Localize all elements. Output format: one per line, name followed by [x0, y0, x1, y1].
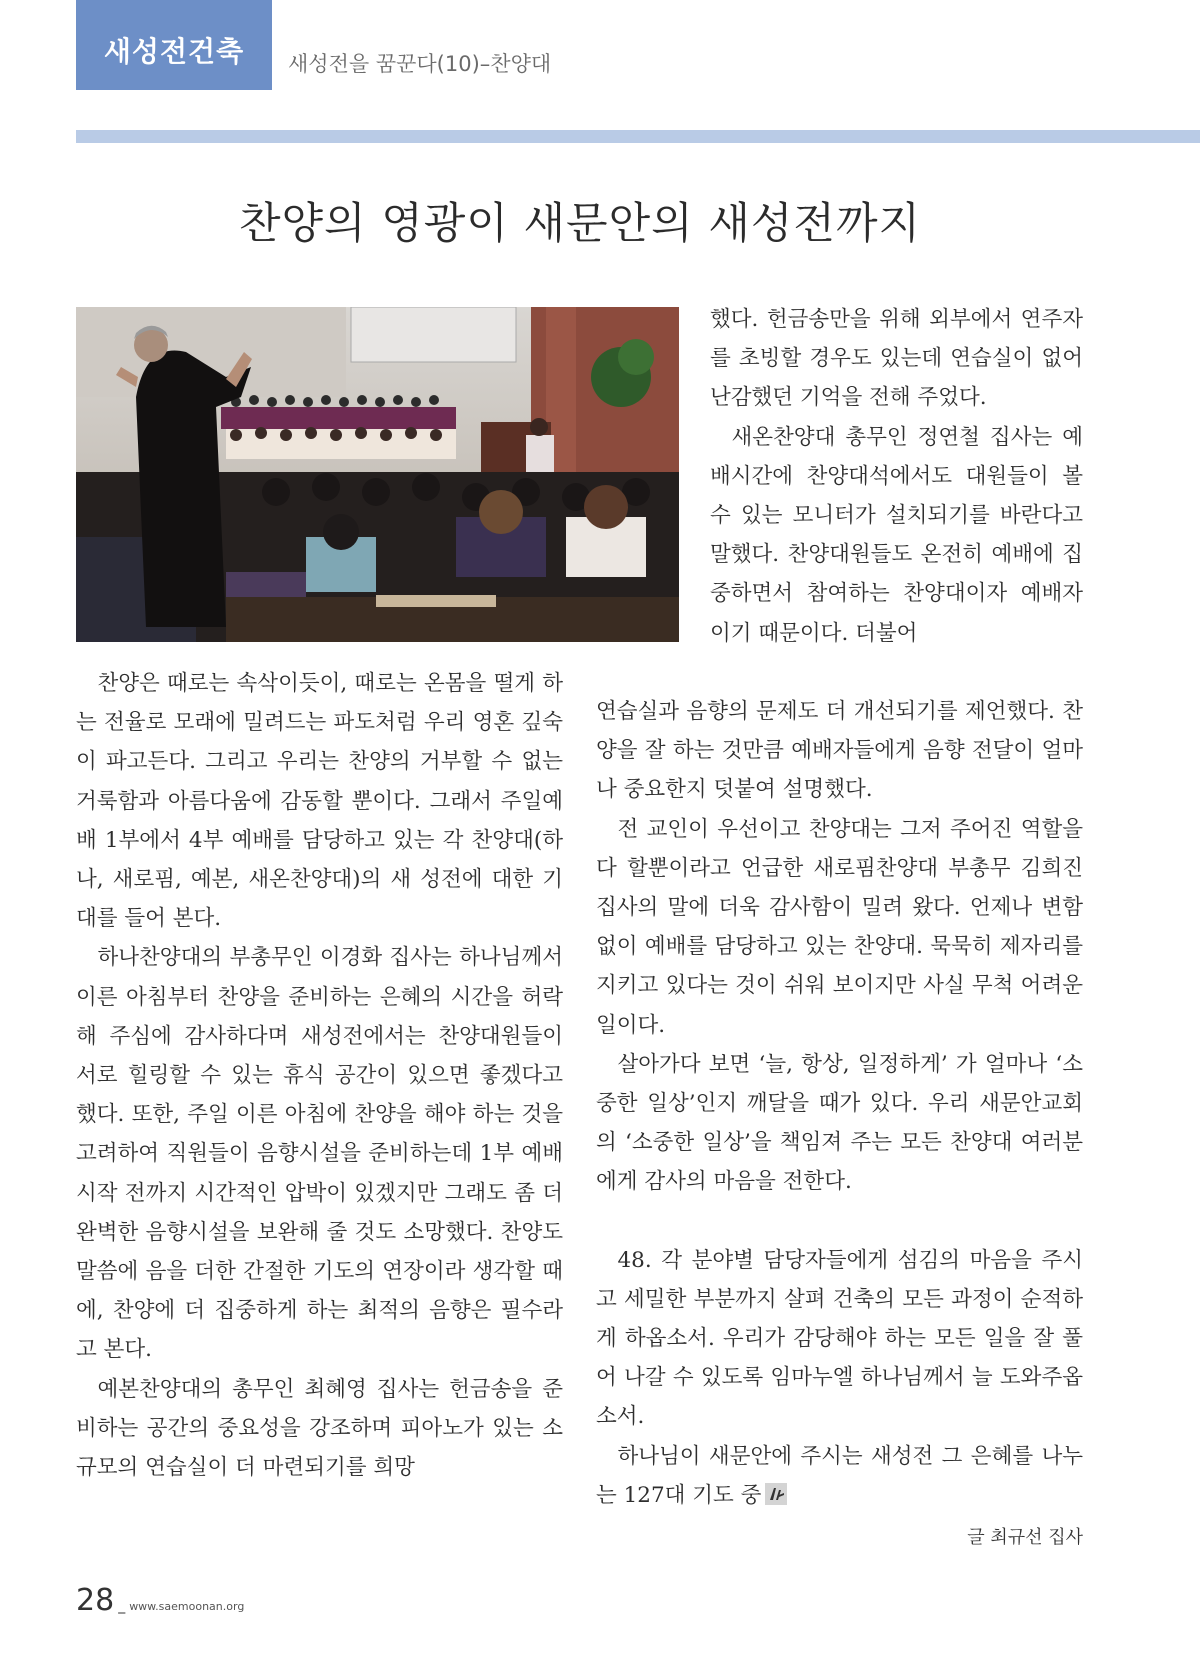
body-paragraph: 전 교인이 우선이고 찬양대는 그저 주어진 역할을 다 할뿐이라고 언급한 새로핌찬양대 부총무 김희진 집사의 말에 더욱 감사함이 밀려 왔다. 언제나 변함없이 예배를 담당하고 있는 찬양대. 묵묵히 제자리를 지키고 있다는 것이 쉬워 보이지만 사실 무척 어려운 일이다.	[596, 816, 1083, 1038]
body-paragraph: 했다. 헌금송만을 위해 외부에서 연주자를 초빙할 경우도 있는데 연습실이 없어 난감했던 기억을 전해 주었다.	[710, 307, 1083, 411]
body-paragraph: 찬양은 때로는 속삭이듯이, 때로는 온몸을 떨게 하는 전율로 모래에 밀려드는 파도처럼 우리 영혼 깊숙이 파고든다. 그리고 우리는 찬양의 거부할 수 없는 거룩함과 아름다움에 감동할 뿐이다. 그래서 주일예배 1부에서 4부 예배를 담당하고 있는 각 찬양대(하나, 새로핌, 예본, 새온찬양대)의 새 성전에 대한 기대를 들어 본다.	[76, 671, 563, 932]
page-footer	[76, 1583, 244, 1618]
body-paragraph: 새온찬양대 총무인 정연철 집사는 예배시간에 찬양대석에서도 대원들이 볼 수 있는 모니터가 설치되기를 바란다고 말했다. 찬양대원들도 온전히 예배에 집중하면서 참여하는 찬양대이자 예배자이기 때문이다. 더불어	[710, 424, 1083, 646]
article-column-right	[596, 692, 1083, 1515]
byline: 글 최규선 집사	[967, 1527, 1083, 1548]
article-column-right-top	[710, 300, 1083, 653]
body-paragraph: 연습실과 음향의 문제도 더 개선되기를 제언했다. 찬양을 잘 하는 것만큼 예배자들에게 음향 전달이 얼마나 중요한지 덧붙여 설명했다.	[596, 699, 1083, 803]
site-url: www.saemoonan.org	[129, 1600, 245, 1613]
article-column-left	[76, 664, 563, 1487]
article-headline: 찬양의 영광이 새문안의 새성전까지	[238, 199, 922, 249]
footer-separator: _	[118, 1598, 126, 1614]
choir-photo	[76, 307, 679, 642]
body-paragraph: 살아가다 보면 ‘늘, 항상, 일정하게’ 가 얼마나 ‘소중한 일상’인지 깨달을 때가 있다. 우리 새문안교회의 ‘소중한 일상’을 책임져 주는 모든 찬양대 여러분에게 감사의 마음을 전한다.	[596, 1051, 1083, 1195]
saemoonan-logo-icon	[765, 1483, 787, 1505]
prayer-closing-text: 하나님이 새문안에 주시는 새성전 그 은혜를 나누는 127대 기도 중	[596, 1443, 1083, 1508]
header-rule	[76, 130, 1200, 143]
page-number: 28	[76, 1583, 115, 1618]
choir-photo-illustration	[76, 307, 679, 642]
body-paragraph: 예본찬양대의 총무인 최혜영 집사는 헌금송을 준비하는 공간의 중요성을 강조하며 피아노가 있는 소규모의 연습실이 더 마련되기를 희망	[76, 1376, 563, 1481]
body-paragraph: 하나찬양대의 부총무인 이경화 집사는 하나님께서 이른 아침부터 찬양을 준비하는 은혜의 시간을 허락해 주심에 감사하다며 새성전에서는 찬양대원들이 서로 힐링할 수 있는 휴식 공간이 있으면 좋겠다고 했다. 또한, 주일 이른 아침에 찬양을 해야 하는 것을 고려하여 직원들이 음향시설을 준비하는데 1부 예배 시작 전까지 시간적인 압박이 있겠지만 그래도 좀 더 완벽한 음향시설을 보완해 줄 것도 소망했다. 찬양도 말씀에 음을 더한 간절한 기도의 연장이라 생각할 때에, 찬양에 더 집중하게 하는 최적의 음향은 필수라고 본다.	[76, 945, 563, 1363]
prayer-paragraph: 48. 각 분야별 담당자들에게 섬김의 마음을 주시고 세밀한 부분까지 살펴 건축의 모든 과정이 순적하게 하옵소서. 우리가 감당해야 하는 모든 일을 잘 풀어 나갈 수 있도록 임마누엘 하나님께서 늘 도와주옵소서.	[596, 1247, 1083, 1430]
section-tab: 새성전건축	[76, 0, 272, 90]
series-title: 새성전을 꿈꾼다(10)–찬양대	[288, 52, 552, 76]
prayer-closing	[596, 1437, 1083, 1515]
